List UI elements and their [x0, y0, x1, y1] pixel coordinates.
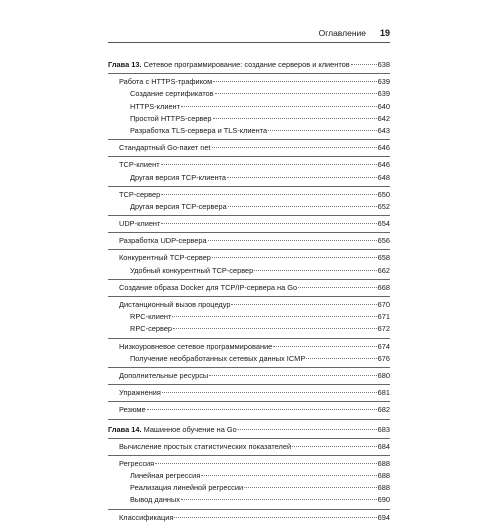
- toc-entry-label: Другая версия TCP-клиента: [130, 172, 226, 182]
- toc-entry-label: Другая версия TCP-сервера: [130, 201, 227, 211]
- toc-entry-label: Разработка UDP-сервера: [119, 236, 207, 246]
- toc-entry-page: 676: [377, 353, 390, 363]
- header-page-number: 19: [379, 28, 390, 38]
- toc-entry-label: Реализация линейной регрессии: [130, 483, 244, 493]
- dot-leader: [351, 64, 377, 65]
- toc-entry[interactable]: [108, 252, 390, 264]
- dot-leader: [172, 316, 376, 317]
- dot-leader: [162, 392, 377, 393]
- toc-entry-page: 654: [377, 219, 390, 229]
- toc-entry[interactable]: [108, 441, 390, 453]
- header-rule: [108, 42, 390, 43]
- toc-entry-label: Классификация: [119, 512, 174, 522]
- dot-leader: [298, 287, 377, 288]
- dot-leader: [268, 130, 376, 131]
- entry-separator: [108, 296, 390, 297]
- toc-entry[interactable]: [108, 88, 390, 100]
- toc-entry-label: Получение необработанных сетевых данных ICMP: [130, 353, 306, 363]
- toc-entry-page: 670: [377, 300, 390, 309]
- dot-leader: [213, 118, 377, 119]
- toc-entry[interactable]: [108, 482, 390, 494]
- toc-entry[interactable]: [108, 201, 390, 213]
- toc-entry-label: TCP-клиент: [119, 160, 160, 170]
- toc-chapter-13[interactable]: [108, 59, 390, 71]
- toc-entry-page: 688: [377, 458, 390, 468]
- header-title: Оглавление: [318, 28, 366, 38]
- toc-chapter-14[interactable]: [108, 424, 390, 436]
- entry-separator: [108, 438, 390, 439]
- entry-separator: [108, 367, 390, 368]
- toc-entry[interactable]: [108, 113, 390, 125]
- dot-leader: [208, 240, 377, 241]
- table-of-contents: [108, 55, 390, 524]
- dot-leader: [292, 446, 377, 447]
- dot-leader: [155, 463, 377, 464]
- toc-entry-label: Удобный конкурентный TCP-сервер: [130, 265, 254, 275]
- toc-entry[interactable]: [108, 125, 390, 137]
- dot-leader: [244, 487, 377, 488]
- toc-entry-page: 652: [377, 201, 390, 211]
- toc-entry-page: 639: [377, 77, 390, 87]
- toc-entry[interactable]: [108, 458, 390, 470]
- entry-separator: [108, 338, 390, 339]
- toc-entry-label: Работа с HTTPS-трафиком: [119, 77, 213, 87]
- entry-separator: [108, 384, 390, 385]
- toc-entry-page: 671: [377, 312, 390, 322]
- dot-leader: [227, 177, 377, 178]
- dot-leader: [209, 375, 376, 376]
- toc-entry-page: 648: [377, 172, 390, 182]
- dot-leader: [174, 517, 376, 518]
- chapter-prefix: Глава 14.: [108, 424, 142, 434]
- toc-entry-page: 642: [377, 113, 390, 123]
- toc-entry[interactable]: [108, 494, 390, 506]
- dot-leader: [228, 206, 377, 207]
- toc-entry[interactable]: [108, 341, 390, 353]
- toc-entry-page: 643: [377, 125, 390, 135]
- dot-leader: [161, 194, 376, 195]
- toc-entry-page: 639: [377, 89, 390, 99]
- toc-entry[interactable]: [108, 404, 390, 416]
- toc-entry-page: 674: [377, 341, 390, 351]
- toc-entry-label: Дистанционный вызов процедур: [119, 300, 231, 309]
- chapter-page: 683: [377, 424, 390, 434]
- toc-entry-page: 694: [377, 512, 390, 522]
- toc-entry-page: 690: [377, 495, 390, 505]
- toc-entry-page: 662: [377, 265, 390, 275]
- entry-separator: [108, 215, 390, 216]
- toc-entry-page: 680: [377, 370, 390, 380]
- toc-entry-label: TCP-сервер: [119, 189, 161, 199]
- toc-entry-label: Регрессия: [119, 458, 155, 468]
- toc-entry-label: Простой HTTPS-сервер: [130, 113, 212, 123]
- entry-separator: [108, 186, 390, 187]
- dot-leader: [147, 409, 377, 410]
- dot-leader: [238, 429, 377, 430]
- toc-entry[interactable]: [108, 370, 390, 382]
- dot-leader: [231, 304, 376, 305]
- toc-entry[interactable]: [108, 235, 390, 247]
- dot-leader: [215, 93, 377, 94]
- toc-entry-page: 684: [377, 441, 390, 451]
- toc-entry[interactable]: [108, 299, 390, 311]
- toc-entry[interactable]: [108, 189, 390, 201]
- dot-leader: [161, 164, 377, 165]
- toc-entry-page: 658: [377, 253, 390, 263]
- entry-separator: [108, 139, 390, 140]
- toc-entry-label: UDP-клиент: [119, 219, 161, 229]
- entry-separator: [108, 455, 390, 456]
- dot-leader: [173, 328, 377, 329]
- dot-leader: [201, 475, 376, 476]
- toc-entry-label: Стандартный Go-пакет net: [119, 143, 211, 153]
- toc-entry[interactable]: [108, 387, 390, 399]
- entry-separator: [108, 232, 390, 233]
- toc-entry-page: 672: [377, 324, 390, 334]
- toc-entry-label: HTTPS-клиент: [130, 101, 181, 111]
- entry-separator: [108, 73, 390, 74]
- toc-entry[interactable]: [108, 218, 390, 230]
- toc-entry-label: Конкурентный TCP-сервер: [119, 253, 211, 263]
- toc-entry-label: Разработка TLS-сервера и TLS-клиента: [130, 125, 268, 135]
- toc-entry-label: Упражнения: [119, 388, 161, 398]
- toc-entry[interactable]: [108, 311, 390, 323]
- toc-entry-page: 681: [377, 388, 390, 398]
- toc-entry[interactable]: [108, 353, 390, 365]
- dot-leader: [213, 81, 376, 82]
- toc-entry-page: 668: [377, 282, 390, 292]
- toc-entry-label: Дополнительные ресурсы: [119, 370, 209, 380]
- toc-entry[interactable]: [108, 265, 390, 277]
- toc-entry-label: Резюме: [119, 405, 146, 415]
- running-header: [108, 28, 390, 38]
- toc-entry[interactable]: [108, 512, 390, 524]
- toc-entry[interactable]: [108, 282, 390, 294]
- toc-entry-label: Низкоуровневое сетевое программирование: [119, 341, 273, 351]
- chapter-page: 638: [377, 60, 390, 69]
- entry-separator: [108, 419, 390, 420]
- toc-entry-page: 688: [377, 471, 390, 481]
- entry-separator: [108, 249, 390, 250]
- dot-leader: [273, 346, 376, 347]
- dot-leader: [181, 106, 377, 107]
- entry-separator: [108, 509, 390, 510]
- toc-entry-page: 646: [377, 160, 390, 170]
- toc-entry-label: Вычисление простых статистических показателей: [119, 441, 292, 451]
- entry-separator: [108, 279, 390, 280]
- toc-entry[interactable]: [108, 323, 390, 335]
- toc-entry-label: Вывод данных: [130, 495, 180, 505]
- entry-separator: [108, 156, 390, 157]
- dot-leader: [212, 147, 377, 148]
- toc-entry[interactable]: [108, 142, 390, 154]
- toc-entry[interactable]: [108, 159, 390, 171]
- dot-leader: [306, 358, 376, 359]
- toc-entry[interactable]: [108, 172, 390, 184]
- dot-leader: [212, 257, 377, 258]
- toc-entry-page: 650: [377, 189, 390, 199]
- toc-entry-page: 656: [377, 236, 390, 246]
- chapter-13-entries: [108, 76, 390, 416]
- chapter-14-entries: [108, 441, 390, 524]
- dot-leader: [254, 270, 376, 271]
- chapter-title: Сетевое программирование: создание серверов и клиентов: [143, 60, 350, 69]
- toc-entry-label: RPC-клиент: [130, 312, 172, 322]
- toc-entry[interactable]: [108, 101, 390, 113]
- dot-leader: [161, 223, 376, 224]
- chapter-prefix: Глава 13.: [108, 60, 142, 69]
- toc-entry-page: 688: [377, 483, 390, 493]
- toc-entry-page: 646: [377, 143, 390, 153]
- toc-entry[interactable]: [108, 470, 390, 482]
- toc-entry-label: Линейная регрессия: [130, 471, 201, 481]
- toc-entry-page: 640: [377, 101, 390, 111]
- toc-entry-label: Создание сертификатов: [130, 89, 214, 99]
- toc-entry[interactable]: [108, 76, 390, 88]
- toc-entry-page: 682: [377, 405, 390, 415]
- entry-separator: [108, 401, 390, 402]
- chapter-title: Машинное обучение на Go: [143, 424, 237, 434]
- toc-entry-label: RPC-сервер: [130, 324, 173, 334]
- toc-entry-label: Создание образа Docker для TCP/IP-сервера на Go: [119, 282, 298, 292]
